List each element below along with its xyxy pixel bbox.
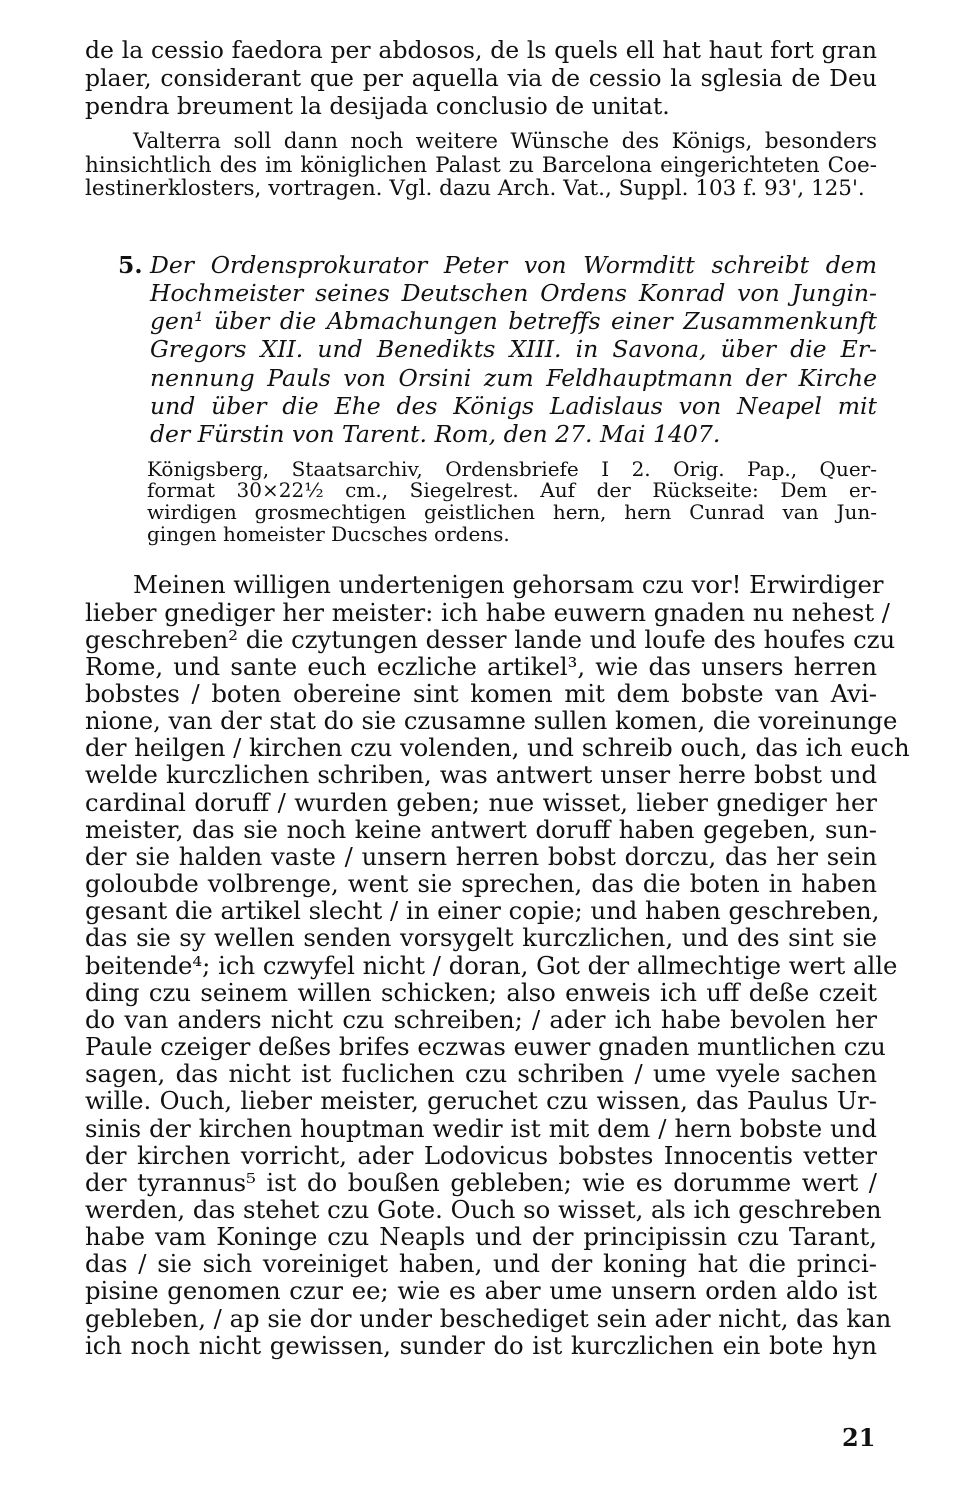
letter-text bbox=[85, 570, 910, 1360]
source-line: Königsberg, Staatsarchiv, Ordensbriefe I 2. Orig. Pap., Quer- bbox=[147, 456, 877, 481]
letter-line: cardinal doruff / wurden geben; nue wisset, lieber gnediger her bbox=[85, 787, 877, 817]
note-line: lestinerklosters, vortragen. Vgl. dazu Arch. Vat., Suppl. 103 f. 93', 125'. bbox=[85, 176, 865, 201]
letter-line: das / sie sich voreiniget haben, und der koning hat die princi- bbox=[85, 1249, 877, 1279]
letter-line: der sie halden vaste / unsern herren bobst dorczu, das her sein bbox=[85, 841, 877, 871]
letter-line: geschreben² die czytungen desser lande und loufe des houfes czu bbox=[85, 624, 896, 654]
heading-line: Der Ordensprokurator Peter von Wormditt schreibt dem bbox=[150, 250, 877, 279]
text-line: plaer, considerant que per aquella via de cessio la sglesia de Deu bbox=[85, 64, 877, 92]
text-line: pendra breument la desijada conclusio de unitat. bbox=[85, 92, 670, 120]
source-line: gingen homeister Ducsches ordens. bbox=[147, 521, 510, 546]
page-content bbox=[85, 36, 910, 1360]
letter-line: do van anders nicht czu schreiben; / ader ich habe bevolen her bbox=[85, 1004, 877, 1034]
letter-line: sagen, das nicht ist fuclichen czu schriben / ume vyele sachen bbox=[85, 1059, 877, 1089]
letter-line: beitende⁴; ich czwyfel nicht / doran, Got der allmechtige wert alle bbox=[85, 950, 898, 980]
source-line: wirdigen grosmechtigen geistlichen hern, hern Cunrad van Jun- bbox=[147, 499, 877, 524]
letter-line: der heilgen / kirchen czu volenden, und schreib ouch, das ich euch bbox=[85, 733, 910, 763]
letter-line: Paule czeiger deßes brifes eczwas euwer gnaden muntlichen czu bbox=[85, 1032, 886, 1062]
letter-line: goloubde volbrenge, went sie sprechen, das die boten in haben bbox=[85, 869, 877, 899]
letter-line: sinis der kirchen houptman wedir ist mit dem / hern bobste und bbox=[85, 1113, 877, 1143]
document-number: 5. bbox=[118, 250, 143, 279]
letter-line: nione, van der stat do sie czusamne sullen komen, die voreinunge bbox=[85, 706, 898, 736]
previous-paragraph bbox=[85, 36, 877, 120]
editorial-note bbox=[85, 130, 877, 201]
heading-line: der Fürstin von Tarent. Rom, den 27. Mai 1407. bbox=[150, 420, 721, 449]
letter-line: gesant die artikel slecht / in einer copie; und haben geschreben, bbox=[85, 896, 880, 926]
letter-line: welde kurczlichen schriben, was antwert unser herre bobst und bbox=[85, 760, 877, 790]
letter-line: das sie sy wellen senden vorsygelt kurczlichen, und des sint sie bbox=[85, 923, 877, 953]
letter-line: lieber gnediger her meister: ich habe euwern gnaden nu nehest / bbox=[85, 597, 890, 627]
page-number: 21 bbox=[842, 1423, 876, 1452]
source-line: format 30×22½ cm., Siegelrest. Auf der Rückseite: Dem er- bbox=[147, 478, 877, 503]
heading-line: gen¹ über die Abmachungen betreffs einer Zusammenkunft bbox=[150, 307, 877, 336]
note-line: Valterra soll dann noch weitere Wünsche des Königs, besonders bbox=[133, 129, 877, 154]
letter-line: gebleben, / ap sie dor under beschediget sein ader nicht, das kan bbox=[85, 1303, 892, 1333]
letter-line: ding czu seinem willen schicken; also enweis ich uff deße czeit bbox=[85, 977, 877, 1007]
note-line: hinsichtlich des im königlichen Palast zu Barcelona eingerichteten Coe- bbox=[85, 152, 877, 178]
letter-line: pisine genomen czur ee; wie es aber ume unsern orden aldo ist bbox=[85, 1276, 877, 1306]
letter-line: ich noch nicht gewissen, sunder do ist kurczlichen ein bote hyn bbox=[85, 1330, 877, 1360]
letter-line: der kirchen vorricht, ader Lodovicus bobstes Innocentis vetter bbox=[85, 1140, 877, 1170]
letter-line: bobstes / boten obereine sint komen mit dem bobste van Avi- bbox=[85, 679, 877, 709]
letter-line: Rome, und sante euch eczliche artikel³, wie das unsers herren bbox=[85, 651, 877, 681]
heading-line: nennung Pauls von Orsini zum Feldhauptmann der Kirche bbox=[150, 363, 877, 392]
letter-line: Meinen willigen undertenigen gehorsam czu vor! Erwirdiger bbox=[133, 570, 884, 600]
heading-line: Gregors XII. und Benedikts XIII. in Savona, über die Er- bbox=[150, 335, 877, 364]
letter-line: habe vam Koninge czu Neapls und der principissin czu Tarant, bbox=[85, 1222, 877, 1252]
letter-line: wille. Ouch, lieber meister, geruchet czu wissen, das Paulus Ur- bbox=[85, 1086, 877, 1116]
source-description bbox=[85, 456, 877, 546]
text-line: de la cessio faedora per abdosos, de ls quels ell hat haut fort gran bbox=[85, 36, 877, 64]
heading-line: und über die Ehe des Königs Ladislaus von Neapel mit bbox=[150, 391, 877, 420]
letter-line: werden, das stehet czu Gote. Ouch so wisset, als ich geschreben bbox=[85, 1194, 882, 1224]
letter-line: der tyrannus⁵ ist do boußen gebleben; wie es dorumme wert / bbox=[85, 1167, 877, 1197]
document-heading bbox=[85, 251, 877, 449]
heading-line: Hochmeister seines Deutschen Ordens Konrad von Jungin- bbox=[150, 278, 877, 307]
letter-line: meister, das sie noch keine antwert doruff haben gegeben, sun- bbox=[85, 814, 877, 844]
